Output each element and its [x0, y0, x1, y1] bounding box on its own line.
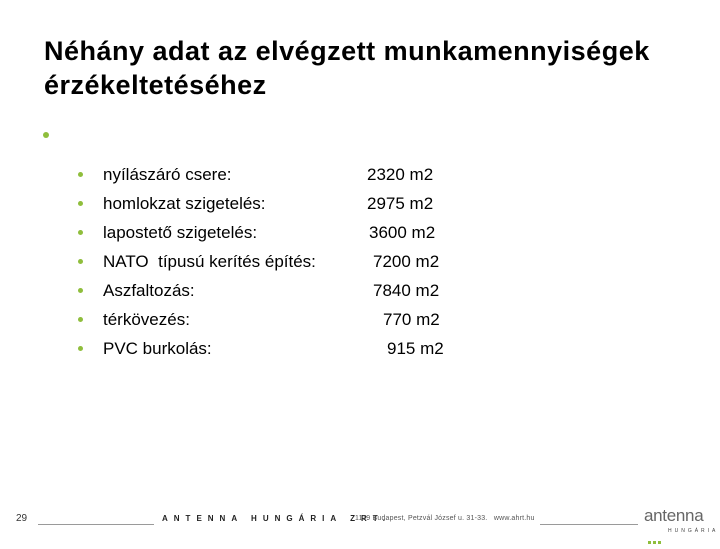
- list-item: [78, 305, 478, 334]
- footer-divider: [38, 524, 154, 525]
- bullet-icon: [43, 132, 49, 138]
- bullet-icon: [78, 201, 83, 206]
- item-label: homlokzat szigetelés:: [103, 194, 266, 213]
- item-label: nyílászáró csere:: [103, 165, 232, 184]
- list-item: [78, 247, 478, 276]
- bullet-icon: [78, 288, 83, 293]
- company-logo: [644, 506, 719, 538]
- bullet-icon: [78, 259, 83, 264]
- list-item: [78, 160, 478, 189]
- page-number: 29: [16, 513, 28, 524]
- item-label: PVC burkolás:: [103, 339, 212, 358]
- list-item: [78, 218, 478, 247]
- logo-wordmark: antenna: [644, 506, 704, 525]
- footer-divider: [540, 524, 638, 525]
- logo-dots-icon: [648, 531, 668, 535]
- item-label: térkövezés:: [103, 310, 190, 329]
- item-label: lapostető szigetelés:: [103, 223, 258, 242]
- logo-subtitle: HUNGÁRIA: [668, 528, 719, 534]
- footer-address: 1119 Budapest, Petzvál József u. 31-33. www.ahrt.hu: [355, 515, 535, 522]
- item-value: 770 m2: [383, 310, 440, 329]
- list-item: [78, 334, 478, 363]
- list-item: [78, 276, 478, 305]
- item-value: 2320 m2: [367, 165, 434, 184]
- item-label: NATO típusú kerítés építés:: [103, 252, 316, 271]
- item-value: 915 m2: [387, 339, 444, 358]
- bullet-icon: [78, 317, 83, 322]
- slide-title: Néhány adat az elvégzett munkamennyiségek érzékeltetéséhez: [44, 36, 650, 100]
- data-list: [78, 160, 478, 363]
- item-value: 7840 m2: [373, 281, 440, 300]
- item-label: Aszfaltozás:: [103, 281, 195, 300]
- footer-company: ANTENNA HUNGÁRIA ZRT.: [162, 514, 391, 523]
- bullet-icon: [78, 230, 83, 235]
- item-value: 2975 m2: [367, 194, 434, 213]
- list-item: [78, 189, 478, 218]
- item-value: 3600 m2: [369, 223, 436, 242]
- item-value: 7200 m2: [373, 252, 440, 271]
- bullet-icon: [78, 172, 83, 177]
- bullet-icon: [78, 346, 83, 351]
